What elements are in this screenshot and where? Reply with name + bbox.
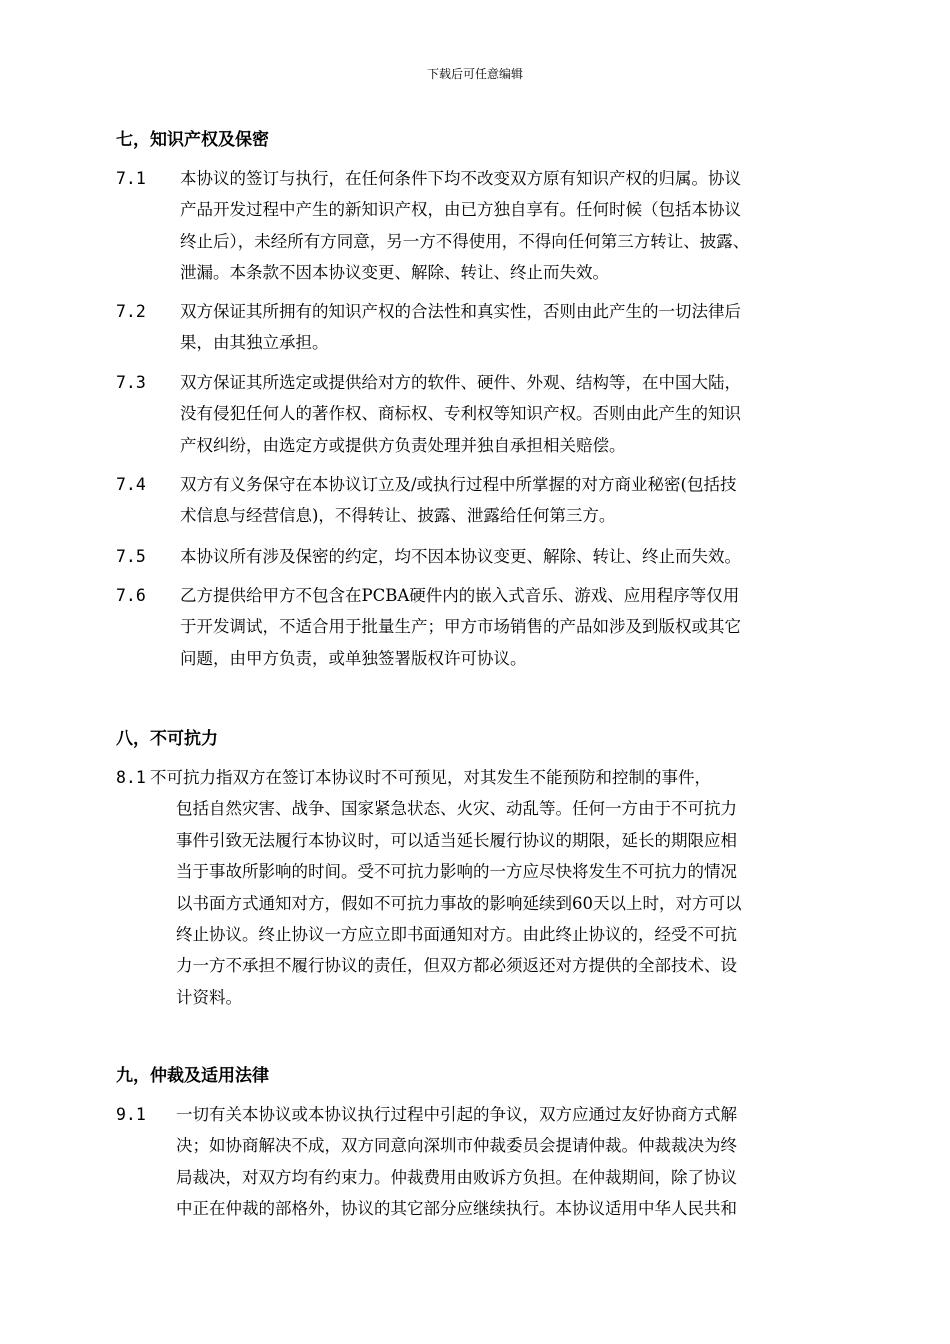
- clause-number: 8.1: [116, 768, 146, 787]
- clause-line: 产权纠纷，由选定方或提供方负责处理并独自承担相关赔偿。: [180, 435, 626, 455]
- clause-line: 力一方不承担不履行协议的责任，但双方都必须返还对方提供的全部技术、设: [176, 956, 737, 976]
- clause-number: 7.4: [116, 475, 146, 494]
- section-title-force-majeure: 八，不可抗力: [116, 729, 218, 749]
- clause-line: 以书面方式通知对方，假如不可抗力事故的影响延续到60天以上时，对方可以: [176, 893, 742, 913]
- clause-line: 没有侵犯任何人的著作权、商标权、专利权等知识产权。否则由此产生的知识: [180, 404, 741, 424]
- clause-line: 包括自然灾害、战争、国家紧急状态、火灾、动乱等。任何一方由于不可抗力: [176, 799, 737, 819]
- clause-line: 计资料。: [176, 987, 242, 1007]
- section-title-ip-confidentiality: 七，知识产权及保密: [116, 130, 269, 150]
- clause-line: 产品开发过程中产生的新知识产权，由已方独自享有。任何时候（包括本协议: [180, 200, 741, 220]
- clause-number: 7.2: [116, 302, 146, 321]
- section-title-arbitration-law: 九，仲裁及适用法律: [116, 1066, 269, 1086]
- clause-line: 问题，由甲方负责，或单独签署版权许可协议。: [180, 648, 527, 668]
- clause-number: 7.1: [116, 169, 146, 188]
- clause-line: 乙方提供给甲方不包含在PCBA硬件内的嵌入式音乐、游戏、应用程序等仅用: [180, 586, 740, 605]
- clause-number: 7.5: [116, 547, 146, 566]
- clause-line: 一切有关本协议或本协议执行过程中引起的争议，双方应通过友好协商方式解: [176, 1105, 737, 1124]
- clause-line: 本协议的签订与执行，在任何条件下均不改变双方原有知识产权的归属。协议: [180, 169, 741, 188]
- clause-line: 双方保证其所拥有的知识产权的合法性和真实性，否则由此产生的一切法律后: [180, 302, 741, 321]
- clause-number: 9.1: [116, 1105, 146, 1124]
- clause-line: 局裁决，对双方均有约束力。仲裁费用由败诉方负担。在仲裁期间，除了协议: [176, 1167, 737, 1187]
- clause-line: 双方有义务保守在本协议订立及/或执行过程中所掌握的对方商业秘密(包括技: [180, 475, 737, 494]
- clause-line: 中正在仲裁的部格外，协议的其它部分应继续执行。本协议适用中华人民共和: [176, 1199, 737, 1219]
- clause-line: 终止后），未经所有方同意，另一方不得使用，不得向任何第三方转让、披露、: [180, 231, 750, 251]
- clause-number: 7.3: [116, 373, 146, 392]
- clause-line: 果，由其独立承担。: [180, 333, 329, 353]
- clause-line: 双方保证其所选定或提供给对方的软件、硬件、外观、结构等，在中国大陆，: [180, 373, 741, 392]
- clause-line: 于开发调试，不适合用于批量生产；甲方市场销售的产品如涉及到版权或其它: [180, 617, 741, 637]
- clause-line: 术信息与经营信息)，不得转让、披露、泄露给任何第三方。: [180, 506, 616, 526]
- clause-line: 当于事故所影响的时间。受不可抗力影响的一方应尽快将发生不可抗力的情况: [176, 862, 737, 882]
- clause-number: 7.6: [116, 586, 146, 605]
- clause-line: 本协议所有涉及保密的约定，均不因本协议变更、解除、转让、终止而失效。: [180, 547, 741, 566]
- clause-line: 泄漏。本条款不因本协议变更、解除、转让、终止而失效。: [180, 263, 609, 283]
- clause-line: 终止协议。终止协议一方应立即书面通知对方。由此终止协议的，经受不可抗: [176, 925, 737, 945]
- clause-line: 决；如协商解决不成，双方同意向深圳市仲裁委员会提请仲裁。仲裁裁决为终: [176, 1136, 737, 1156]
- clause-line: 不可抗力指双方在签订本协议时不可预见，对其发生不能预防和控制的事件，: [150, 768, 711, 787]
- clause-line: 事件引致无法履行本协议时，可以适当延长履行协议的期限，延长的期限应相: [176, 830, 737, 850]
- page-header: 下载后可任意编辑: [426, 67, 523, 81]
